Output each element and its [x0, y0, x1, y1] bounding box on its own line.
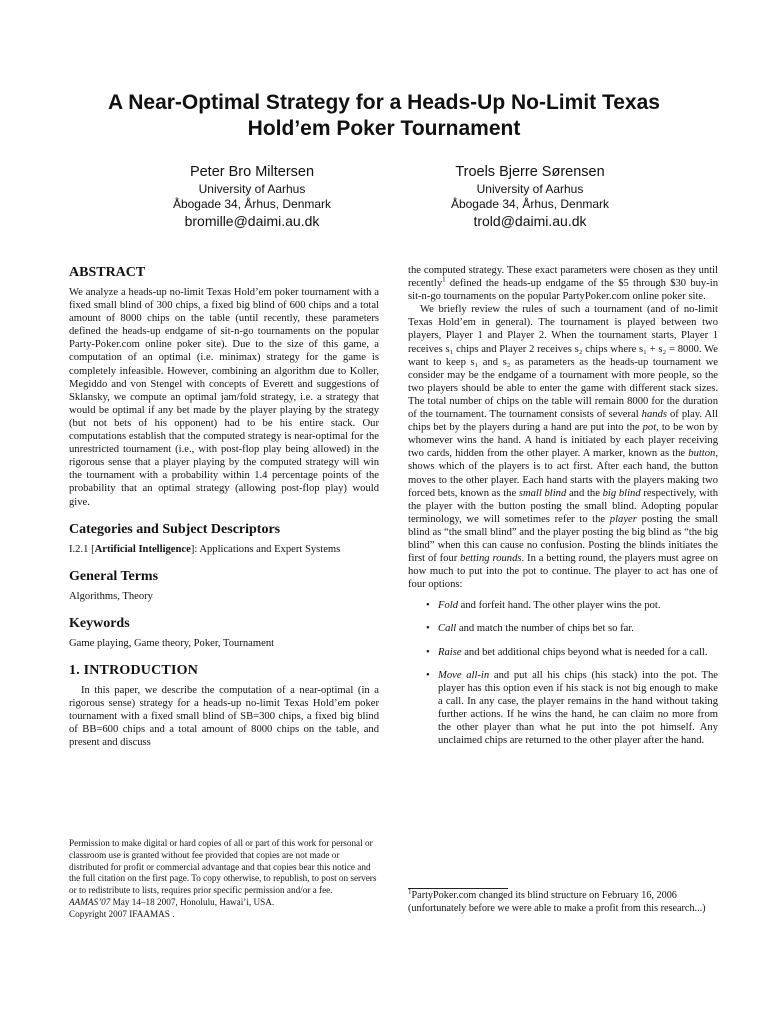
text-run: We briefly review the rules of such a tournament (and of no-limit Texas Hold’em in general). The tournament is played between two players, Player 1 and Player 2. When the tournament starts, Player 1 receives s₁ chips and Player 2 receives s₂ chips where s₁ + s₂ = 8000. We want to keep s₁ and s₂ as parameters as the heads-up tournament we consider may be the endgame of a tournament with more people, so the two players should be able to enter the game with different stack sizes. The total number of chips on the table will remain 8000 for the duration of the tournament. The tournament consists of several — [408, 304, 718, 421]
term-button: button — [688, 448, 716, 460]
list-item — [408, 599, 718, 612]
term-small-blind: small blind — [518, 487, 567, 499]
right-column — [408, 264, 718, 757]
text-run: respectively, with the player with the button posting the small blind. Adopting popular terminology, we will sometimes refer to the — [408, 487, 718, 525]
option-text: and bet additional chips beyond what is needed for a call. — [461, 646, 708, 658]
rules-paragraph — [408, 303, 718, 591]
options-list — [408, 599, 718, 747]
copyright-line: Copyright 2007 IFAAMAS . — [69, 908, 175, 919]
text-run: , shows which of the players is to act first. After each hand, the button moves to the other player. Each hand starts with the players making two forced bets, known as the — [408, 448, 718, 499]
bullet-icon: • — [426, 646, 430, 658]
categories-rest: ]: Applications and Expert Systems — [190, 543, 341, 555]
paragraph-continuation — [408, 264, 718, 303]
keywords-text: Game playing, Game theory, Poker, Tournament — [69, 637, 275, 649]
text-run: . In a betting round, the players must agree on how much to put into the pot to continue. The player to act has one of four options: — [408, 553, 718, 591]
term-hands: hands — [641, 409, 667, 421]
text-run: the computed strategy. These exact parameters were chosen as they until recently — [408, 265, 718, 290]
author-block-1 — [102, 162, 402, 231]
author-name: Troels Bjerre Sørensen — [455, 164, 605, 180]
abstract-text: We analyze a heads-up no-limit Texas Hold’em poker tournament with a fixed small blind of 300 chips, a fixed big blind of 600 chips and a total amount of 8000 chips on the table (until recently, these parameters defined the heads-up endgame of sit-n-go tournaments on the popular Party-Poker.com online poker site). Due to the size of this game, a computation of an optimal (i.e. minimax) strategy for the game is completely infeasible. However, combining an algorithm due to Koller, Megiddo and von Stengel with concepts of Everett and suggestions of Sklansky, we compute an optimal jam/fold strategy, i.e. a strategy that would be optimal if any bet made by the player playing by the strategy (but not bets of his opponent) had to be his entire stack. Our computations establish that the computed strategy is near-optimal for the unrestricted tournament (i.e., with post-flop play being allowed) in the rigorous sense that a player playing by the computed strategy will win the tournament with a probability within 1.4 percentage points of the probability that an optimal strategy (allowing post-flop play) would give. — [69, 287, 379, 508]
footnote-text — [408, 887, 718, 915]
introduction-text: In this paper, we describe the computation of a near-optimal (in a rigorous sense) strategy for a heads-up no-limit Texas Hold’em poker tournament with a fixed small blind of SB=300 chips, a fixed big blind of BB=600 chips and a total amount of 8000 chips on the table, and present and discuss — [69, 684, 379, 749]
option-text: and match the number of chips bet so far. — [456, 623, 634, 635]
author-affiliation: University of Aarhus — [198, 182, 306, 196]
footnote-mark: 1 — [442, 275, 446, 284]
footnote — [408, 887, 718, 915]
author-name: Peter Bro Miltersen — [189, 164, 315, 180]
footnote-divider — [408, 888, 508, 889]
text-run: of play. All chips bet by the players during a hand are put into the — [408, 409, 719, 434]
option-text: and forfeit hand. The other player wins the pot. — [458, 600, 661, 612]
permission-text: Permission to make digital or hard copies of all or part of this work for personal or classroom use is granted without fee provided that copies are not made or distributed for profit or commercial advantage and that copies bear this notice and the full citation on the first page. To copy otherwise, to republish, to post on servers or to redistribute to lists, requires prior specific permission and/or a fee. — [69, 838, 377, 896]
option-term: Call — [438, 623, 457, 635]
term-player: player — [609, 513, 637, 525]
list-item — [408, 669, 718, 748]
list-item — [408, 646, 718, 659]
categories-bold: Artificial Intelligence — [94, 543, 191, 555]
term-pot: pot — [642, 422, 657, 434]
list-item — [408, 622, 718, 635]
categories-heading: Categories and Subject Descriptors — [69, 521, 281, 537]
permission-notice — [69, 838, 379, 921]
bullet-icon: • — [426, 623, 430, 635]
venue-details: May 14–18 2007, Honolulu, Hawai’i, USA. — [110, 896, 275, 907]
option-term: Move all-in — [438, 669, 490, 681]
title-line-2: Hold’em Poker Tournament — [247, 117, 521, 140]
footnote-number: 1 — [408, 887, 412, 896]
categories-text — [69, 543, 379, 556]
author-block-2 — [380, 162, 680, 231]
paper-title — [40, 90, 728, 142]
text-run: and the — [566, 487, 603, 499]
venue-name: AAMAS’07 — [69, 896, 111, 907]
text-run: posting the small blind as “the small blind” and the player posting the big blind as “the big blind” when this can cause no confusion. Posting the blinds initiates the first of four — [408, 513, 718, 565]
option-term: Raise — [438, 646, 462, 658]
option-text: and put all his chips (his stack) into the pot. The player has this option even if his stack is not big enough to make a call. In any case, the player remains in the hand without taking further actions. If he wins the hand, he can claim no more from the other player than what he put into the pot himself. Any unclaimed chips are returned to the other player after the hand. — [438, 669, 718, 747]
bullet-icon: • — [426, 669, 430, 681]
term-betting-rounds: betting rounds — [460, 553, 522, 565]
bullet-icon: • — [426, 600, 430, 612]
keywords-heading: Keywords — [69, 615, 130, 631]
author-email: trold@daimi.au.dk — [473, 213, 587, 229]
abstract-heading: ABSTRACT — [69, 265, 146, 280]
author-affiliation: University of Aarhus — [476, 182, 584, 196]
categories-code: I.2.1 [ — [69, 543, 95, 555]
text-run: , to be won by whomever wins the hand. A hand is initiated by each player receiving two cards, hidden from the other player. A marker, known as the — [408, 422, 718, 460]
option-term: Fold — [438, 600, 459, 612]
left-column — [69, 264, 379, 749]
author-address: Åbogade 34, Århus, Denmark — [172, 197, 332, 211]
general-terms-text: Algorithms, Theory — [69, 590, 153, 602]
introduction-heading: 1. INTRODUCTION — [69, 662, 199, 678]
text-run: defined the heads-up endgame of the $5 through $30 buy-in sit-n-go tournaments on the popular PartyPoker.com online poker site. — [408, 278, 718, 303]
title-line-1: A Near-Optimal Strategy for a Heads-Up No-Limit Texas — [108, 91, 660, 114]
author-address: Åbogade 34, Århus, Denmark — [450, 197, 610, 211]
term-big-blind: big blind — [602, 487, 641, 499]
general-terms-heading: General Terms — [69, 568, 159, 584]
footnote-body: PartyPoker.com changed its blind structure on February 16, 2006 (unfortunately before we were able to make a profit from this research...) — [408, 890, 706, 914]
author-email: bromille@daimi.au.dk — [184, 213, 320, 229]
venue-line — [69, 897, 379, 909]
